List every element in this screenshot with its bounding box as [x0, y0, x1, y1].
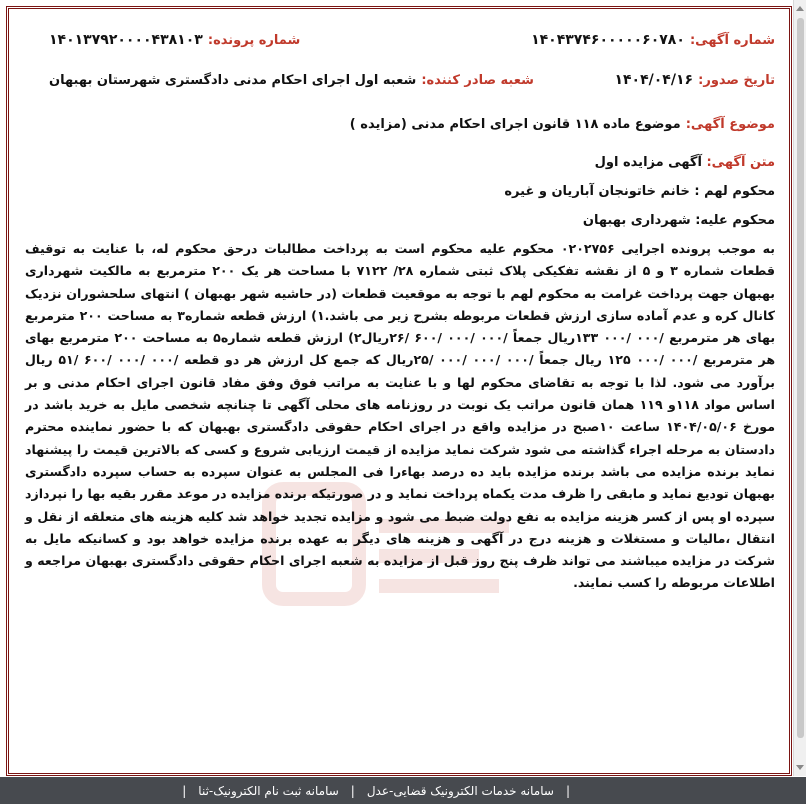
text-label: متن آگهی: — [706, 155, 775, 170]
notice-text-heading — [25, 155, 775, 170]
footer-separator: | — [182, 783, 187, 798]
case-number — [49, 29, 300, 48]
notice-number-label: شماره آگهی: — [689, 33, 775, 48]
case-number-value: ۱۴۰۱۳۷۹۲۰۰۰۰۴۳۸۱۰۳ — [49, 32, 203, 48]
header-row-1 — [25, 29, 775, 69]
issuer-label: شعبه صادر کننده: — [421, 73, 534, 88]
notice-content — [25, 29, 775, 595]
subject-label: موضوع آگهی: — [685, 117, 775, 132]
issue-date-value: ۱۴۰۴/۰۴/۱۶ — [614, 72, 694, 88]
footer-bar — [0, 777, 806, 804]
issue-date-label: تاریخ صدور: — [698, 73, 775, 88]
vertical-scrollbar[interactable] — [793, 0, 806, 776]
header-row-2 — [25, 69, 775, 109]
defendant: محکوم علیه: شهرداری بهبهان — [582, 213, 775, 228]
notice-title: آگهی مزایده اول — [594, 155, 702, 170]
plaintiff: محکوم لهم : خانم خاتونجان آباریان و غیره — [504, 184, 775, 199]
footer-link-adl[interactable]: سامانه خدمات الکترونیک قضایی-عدل — [366, 783, 554, 798]
subject — [25, 113, 775, 149]
footer-separator: | — [350, 783, 355, 798]
notice-frame — [6, 6, 792, 776]
subject-value: موضوع ماده ۱۱۸ قانون اجرای احکام مدنی (مزایده ) — [349, 117, 681, 132]
notice-number — [531, 29, 775, 48]
scroll-thumb[interactable] — [797, 18, 804, 738]
case-number-label: شماره پرونده: — [207, 33, 301, 48]
issue-date — [614, 69, 775, 88]
footer-separator: | — [565, 783, 570, 798]
issuer — [49, 69, 534, 88]
notice-number-value: ۱۴۰۴۳۷۴۶۰۰۰۰۰۶۰۷۸۰ — [531, 32, 685, 48]
footer-link-sana[interactable]: سامانه ثبت نام الکترونیک-ثنا — [198, 783, 339, 798]
scroll-up-icon[interactable] — [796, 6, 804, 11]
issuer-value: شعبه اول اجرای احکام مدنی دادگستری شهرستان بهبهان — [49, 73, 417, 88]
scroll-down-icon[interactable] — [796, 765, 804, 770]
notice-body-paragraph: به موجب پرونده اجرایی ۰۲۰۲۷۵۶ محکوم علیه محکوم است به پرداخت مطالبات درحق محکوم له، با عنایت به توقیف قطعات شماره ۳ و ۵ از نقشه تفکیکی پلاک ثبتی شماره ۲۸/ ۷۱۲۲ با مساحت هر یک ۲۰۰ مترمربع به مالکیت شهرداری بهبهان جهت پرداخت غرامت به محکوم لهم با توجه به موقعیت قطعات (در حاشیه شهر بهبهان ) انتهای سلحشوران نزدیک کانال کره و عدم آماده سازی ارزش قطعات مربوطه بشرح زیر می باشد.۱) ارزش قطعه شماره۳ به مساحت ۲۰۰ مترمربع بهای هر مترمربع /۰۰۰ /۰۰۰ ۱۳۳ریال جمعاً /۰۰۰ /۰۰۰ /۶۰۰ /۲۶ریال۲) ارزش قطعه شماره۵ به مساحت ۲۰۰ مترمربع بهای هر مترمربع /۰۰۰ /۰۰۰ ۱۲۵ ریال جمعاً /۰۰۰ /۰۰۰ /۰۰۰ /۲۵ریال که جمع کل ارزش هر دو قطعه /۰۰۰ /۰۰۰ /۶۰۰ /۵۱ ریال برآورد می شود. لذا با توجه به تقاضای محکوم لها و با عنایت به مراتب فوق وفق مفاد قانون اجرای احکام مدنی و بر اساس مواد ۱۱۸و ۱۱۹ همان قانون مراتب یک نوبت در روزنامه های محلی آگهی تا چنانچه شخصی مایل به خرید باشد در مورخ ۱۴۰۴/۰۵/۰۶ ساعت ۱۰صبح در مزایده واقع در اجرای احکام حقوقی دادگستری بهبهان که با حضور نماینده محترم دادستان به مرحله اجراء گذاشته می شود شرکت نماید مزایده از قیمت ارزیابی شروع و کسی که بالاترین قیمت را پیشنهاد نماید برنده مزایده می باشد برنده مزایده باید ده درصد بهاءرا فی المجلس به عنوان سپرده به حساب سپرده دادگستری بهبهان تودیع نماید و مابقی را ظرف مدت یکماه پرداخت نماید و در صورتیکه برنده مزایده در موعد مقرر بقیه بها را نپردازد سپرده او پس از کسر هزینه مزایده به نفع دولت ضبط می شود و مزایده تجدید خواهد شد کلیه هزینه های متعلقه از نقل و انتقال ،مالیات و مستغلات و هزینه درج در آگهی و هزینه های دیگر به عهده برنده مزایده خواهد بود و کسانیکه مایل به شرکت در مزایده میباشند می تواند ظرف پنج روز قبل از مزایده به شعبه اجرای احکام حقوقی دادگستری بهبهان مراجعه و اطلاعات مربوطه را کسب نمایند. — [25, 241, 776, 591]
